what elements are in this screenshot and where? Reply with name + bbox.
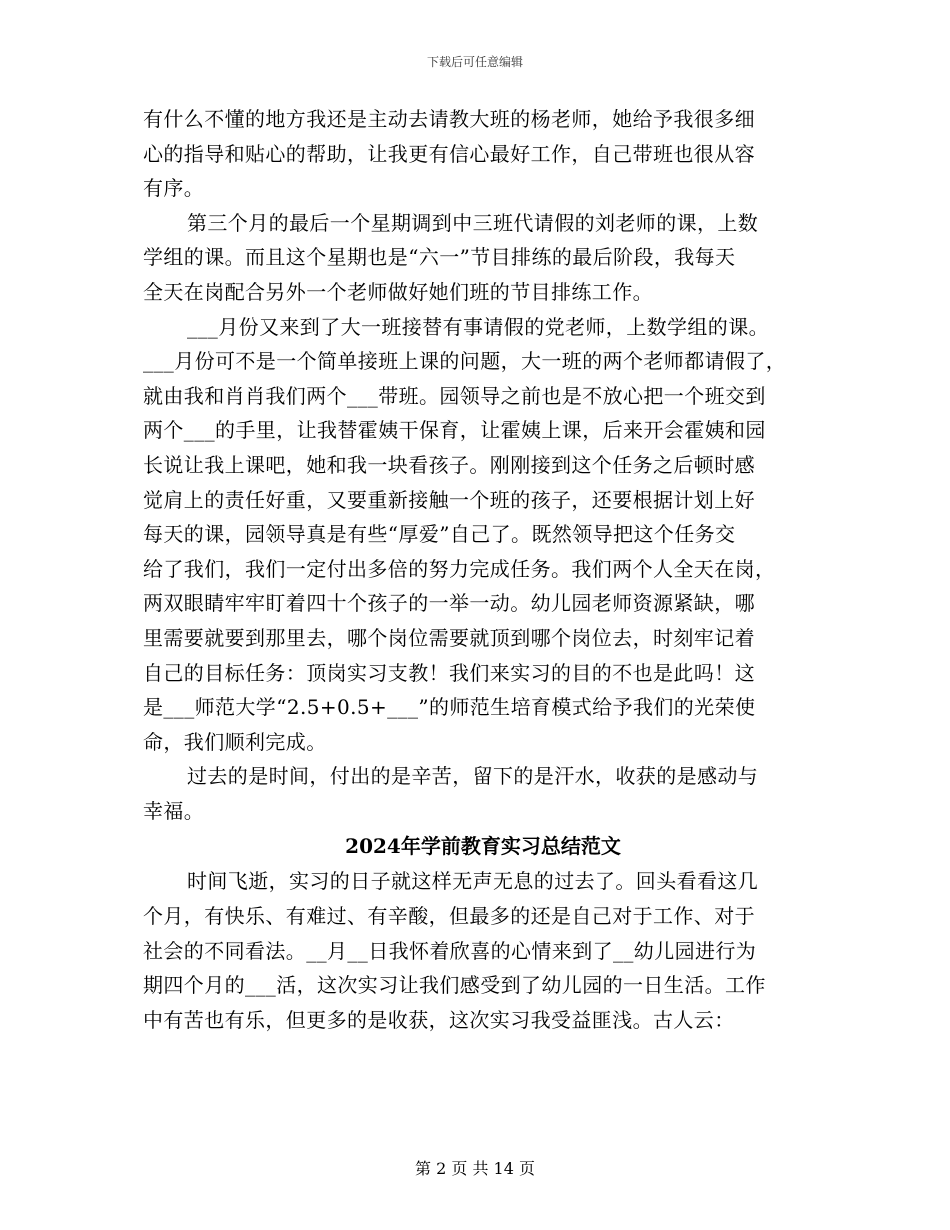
text-line: 两双眼睛牢牢盯着四十个孩子的一举一动。幼儿园老师资源紧缺，哪 [143,591,755,616]
text-line: 全天在岗配合另外一个老师做好她们班的节目排练工作。 [143,279,653,304]
text-line: 觉肩上的责任好重，又要重新接触一个班的孩子，还要根据计划上好 [143,487,755,512]
text-line: 期四个月的___活，这次实习让我们感受到了幼儿园的一日生活。工作 [143,973,766,998]
text-line: 心的指导和贴心的帮助，让我更有信心最好工作，自己带班也很从容 [143,141,755,166]
text-line: 长说让我上课吧，她和我一块看孩子。刚刚接到这个任务之后顿时感 [143,452,755,477]
text-line: 幸福。 [143,798,205,823]
text-line: 两个___的手里，让我替霍姨干保育，让霍姨上课，后来开会霍姨和园 [143,418,766,443]
page-header: 下载后可任意编辑 [426,55,523,69]
text-line: 中有苦也有乐，但更多的是收获，这次实习我受益匪浅。古人云： [143,1007,735,1032]
text-line: 每天的课，园领导真是有些“厚爱”自己了。既然领导把这个任务交 [143,522,736,547]
text-line: 给了我们，我们一定付出多倍的努力完成任务。我们两个人全天在岗， [143,556,776,581]
section-new-article [143,864,803,1037]
text-line: 有什么不懂的地方我还是主动去请教大班的杨老师，她给予我很多细 [143,107,755,131]
text-line: 命，我们顺利完成。 [143,729,327,754]
article-title: 2024年学前教育实习总结范文 [345,834,621,859]
text-line: 有序。 [143,176,205,201]
page-footer: 第 2 页 共 14 页 [415,1159,535,1178]
text-line: 时间飞逝，实习的日子就这样无声无息的过去了。回头看看这几 [187,869,759,894]
text-line: 就由我和肖肖我们两个___带班。园领导之前也是不放心把一个班交到 [143,383,766,408]
text-line: ___月份可不是一个简单接班上课的问题，大一班的两个老师都请假了， [143,349,787,374]
text-line: 个月，有快乐、有难过、有辛酸，但最多的还是自己对于工作、对于 [143,904,755,929]
text-line: 学组的课。而且这个星期也是“六一”节目排练的最后阶段，我每天 [143,245,736,270]
text-line: 社会的不同看法。__月__日我怀着欣喜的心情来到了__幼儿园进行为 [143,938,757,963]
document-body [143,102,803,1037]
text-line: 过去的是时间，付出的是辛苦，留下的是汗水，收获的是感动与 [187,764,759,789]
section-previous-article [143,102,803,828]
text-line: 第三个月的最后一个星期调到中三班代请假的刘老师的课，上数 [187,210,759,235]
text-line: ___月份又来到了大一班接替有事请假的党老师，上数学组的课。 [187,314,769,339]
text-line: 是___师范大学“2.5+0.5+___”的师范生培育模式给予我们的光荣使 [143,695,756,720]
text-line: 自己的目标任务：顶岗实习支教！我们来实习的目的不也是此吗！这 [143,660,755,685]
text-line: 里需要就要到那里去，哪个岗位需要就顶到哪个岗位去，时刻牢记着 [143,625,755,650]
